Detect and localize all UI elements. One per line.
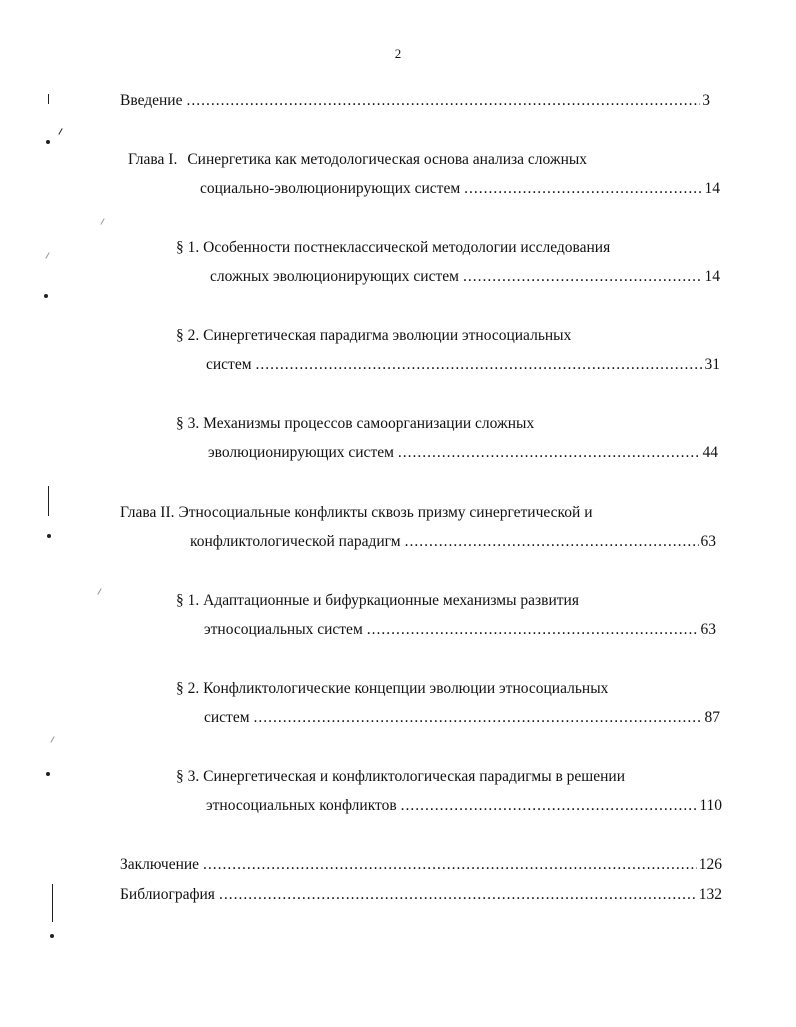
toc-leader-dots (186, 91, 700, 111)
toc-leader-dots (219, 885, 697, 905)
toc-section-line2: систем ..... 87 (204, 708, 720, 728)
toc-entry-title: Введение (120, 92, 183, 109)
toc-entry-introduction (120, 91, 710, 111)
scan-mark (58, 128, 62, 135)
toc-section-line1: § 2. Конфликтологические концепции эволюции этносоциальных (176, 680, 609, 697)
toc-chapter1-title-cont (200, 179, 720, 199)
toc-leader-dots (401, 796, 698, 816)
toc-leader-dots (367, 620, 699, 640)
toc-entry-conclusion (120, 855, 722, 875)
toc-entry-page: 3 (702, 92, 710, 109)
scan-mark (50, 934, 54, 938)
chapter-title-line1: Синергетика как методологическая основа анализа сложных (187, 151, 588, 168)
toc-section-line1: § 3. Механизмы процессов самоорганизации сложных (176, 415, 535, 432)
toc-entry-page: 63 (700, 533, 716, 550)
chapter-title-line2: социально-эволюционирующих систем (200, 180, 461, 197)
scan-mark (100, 218, 104, 225)
chapter-title-line2: конфликтологической парадигм (190, 533, 401, 550)
toc-entry-page: 110 (699, 797, 722, 814)
scan-mark (44, 294, 48, 298)
toc-entry-page: 63 (700, 621, 716, 638)
toc-entry-page: 44 (702, 444, 718, 461)
toc-section-line1: § 1. Адаптационные и бифуркационные механизмы развития (176, 592, 579, 609)
toc-entry-page: 14 (704, 180, 720, 197)
toc-entry-bibliography (120, 885, 722, 905)
toc-section-line2: этносоциальных систем ..... 63 (204, 620, 716, 640)
scan-mark (46, 140, 50, 144)
toc-chapter2-title-cont (190, 532, 716, 552)
toc-chapter2-heading (120, 503, 593, 523)
toc-entry-title: Заключение (120, 856, 200, 873)
page-number: 2 (394, 46, 402, 61)
toc-entry-page: 126 (698, 856, 722, 873)
toc-section-line1: § 3. Синергетическая и конфликтологическая парадигмы в решении (176, 768, 626, 785)
scan-mark (47, 534, 51, 538)
toc-leader-dots (256, 355, 703, 375)
toc-section-line1: § 2. Синергетическая парадигма эволюции этносоциальных (176, 327, 572, 344)
toc-section-line2: систем ..... 31 (206, 355, 720, 375)
scan-mark (97, 588, 101, 595)
toc-leader-dots (398, 443, 701, 463)
toc-leader-dots (254, 708, 703, 728)
toc-chapter1-heading (128, 150, 587, 170)
toc-section-line1: § 1. Особенности постнеклассической методологии исследования (176, 239, 611, 256)
scan-mark (48, 94, 49, 104)
toc-entry-title: Библиография (120, 886, 215, 903)
scan-mark (50, 736, 54, 743)
toc-leader-dots (405, 532, 699, 552)
toc-leader-dots (464, 179, 702, 199)
scan-mark (45, 252, 49, 259)
toc-leader-dots (463, 267, 703, 287)
chapter-label: Глава I. (128, 151, 178, 168)
toc-entry-page: 87 (704, 709, 720, 726)
scan-mark (48, 486, 49, 516)
chapter-label: Глава II. (120, 504, 175, 521)
toc-section-line2: этносоциальных конфликтов ..... 110 (206, 796, 722, 816)
toc-entry-page: 132 (698, 886, 722, 903)
toc-entry-page: 31 (704, 356, 720, 373)
toc-section-line2: эволюционирующих систем ..... 44 (208, 443, 718, 463)
chapter-title-line1: Этносоциальные конфликты сквозь призму синергетической и (178, 504, 593, 521)
toc-section-line2: сложных эволюционирующих систем ..... 14 (210, 267, 720, 287)
toc-leader-dots (203, 855, 697, 875)
scan-mark (46, 772, 50, 776)
scan-mark (52, 884, 53, 922)
toc-entry-page: 14 (704, 268, 720, 285)
